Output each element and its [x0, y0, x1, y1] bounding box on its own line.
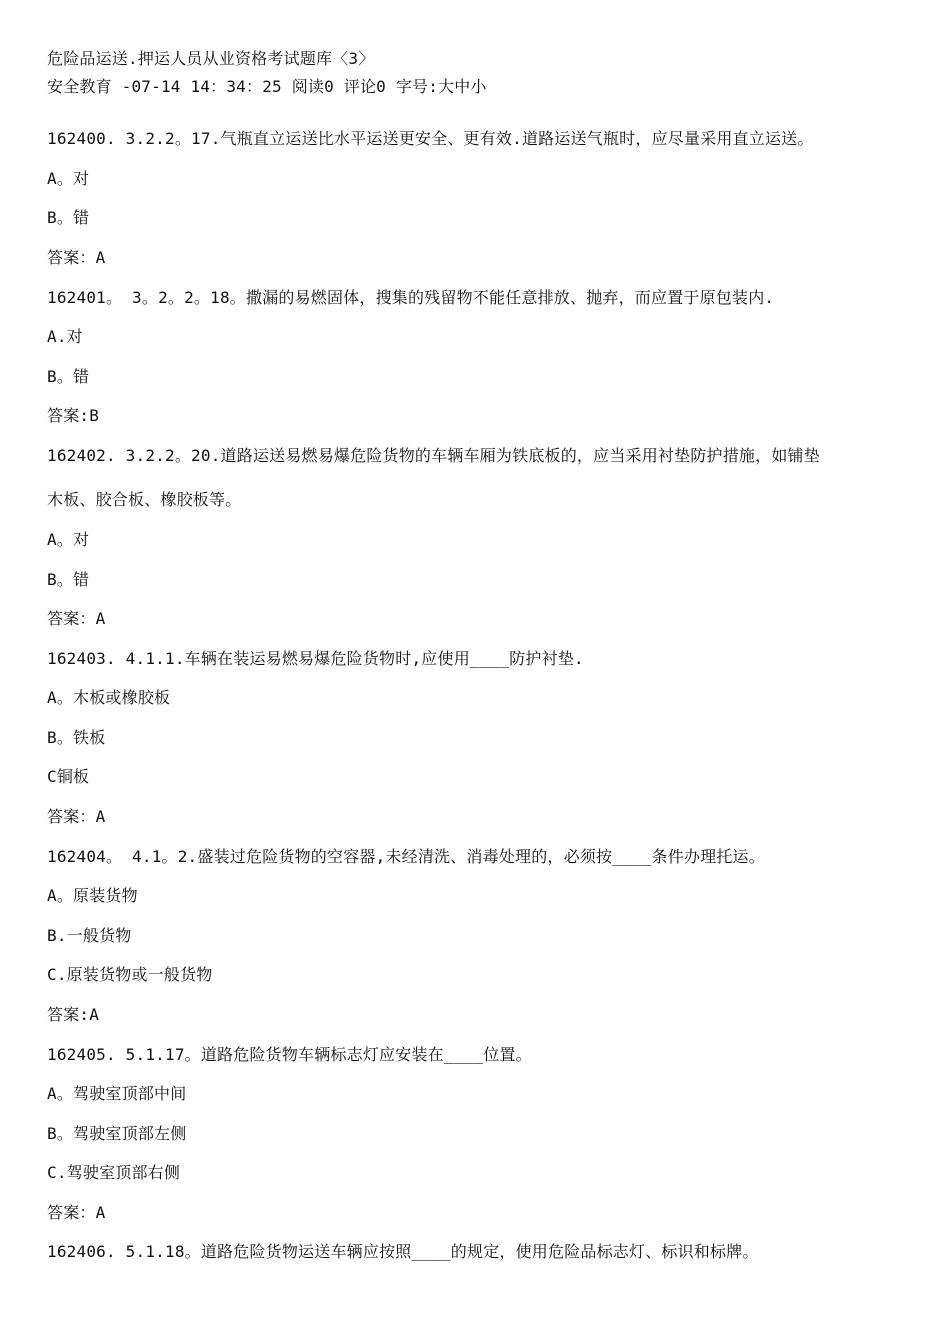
option-c: C.原装货物或一般货物	[47, 965, 213, 984]
option-b: B.一般货物	[47, 926, 132, 945]
question-stem: 162403. 4.1.1.车辆在装运易燃易爆危险货物时,应使用____防护衬垫.	[47, 649, 584, 668]
option-b: B。驾驶室顶部左侧	[47, 1124, 187, 1143]
question-stem: 162402. 3.2.2。20.道路运送易燃易爆危险货物的车辆车厢为铁底板的，应当采用衬垫防护措施，如铺垫	[47, 446, 820, 465]
question-stem: 162406. 5.1.18。道路危险货物运送车辆应按照____的规定，使用危险品标志灯、标识和标牌。	[47, 1242, 759, 1261]
document-title: 危险品运送.押运人员从业资格考试题库〈3〉	[47, 49, 375, 68]
answer: 答案：A	[47, 248, 106, 267]
answer: 答案:B	[47, 406, 100, 425]
answer: 答案：A	[47, 1203, 106, 1222]
option-b: B。错	[47, 208, 90, 227]
option-a: A。原装货物	[47, 886, 138, 905]
option-a: A。对	[47, 530, 90, 549]
question-stem: 162401。 3。2。2。18。撒漏的易燃固体，搜集的残留物不能任意排放、抛弃，而应置于原包装内.	[47, 288, 775, 307]
option-a: A。驾驶室顶部中间	[47, 1084, 187, 1103]
option-a: A。对	[47, 169, 90, 188]
document-meta: 安全教育 -07-14 14：34：25 阅读0 评论0 字号:大中小	[47, 77, 487, 96]
question-stem: 162400. 3.2.2。17.气瓶直立运送比水平运送更安全、更有效.道路运送气瓶时，应尽量采用直立运送。	[47, 129, 814, 148]
question-stem: 162405. 5.1.17。道路危险货物车辆标志灯应安装在____位置。	[47, 1045, 532, 1064]
question-stem: 162404。 4.1。2.盛装过危险货物的空容器,未经清洗、消毒处理的，必须按____条件办理托运。	[47, 847, 765, 866]
option-a: A.对	[47, 327, 83, 346]
answer: 答案:A	[47, 1005, 100, 1024]
answer: 答案：A	[47, 609, 106, 628]
option-a: A。木板或橡胶板	[47, 688, 171, 707]
question-stem-continuation: 木板、胶合板、橡胶板等。	[47, 490, 242, 509]
option-c: C铜板	[47, 767, 90, 786]
answer: 答案：A	[47, 807, 106, 826]
option-b: B。错	[47, 367, 90, 386]
option-c: C.驾驶室顶部右侧	[47, 1163, 181, 1182]
option-b: B。错	[47, 570, 90, 589]
option-b: B。铁板	[47, 728, 106, 747]
